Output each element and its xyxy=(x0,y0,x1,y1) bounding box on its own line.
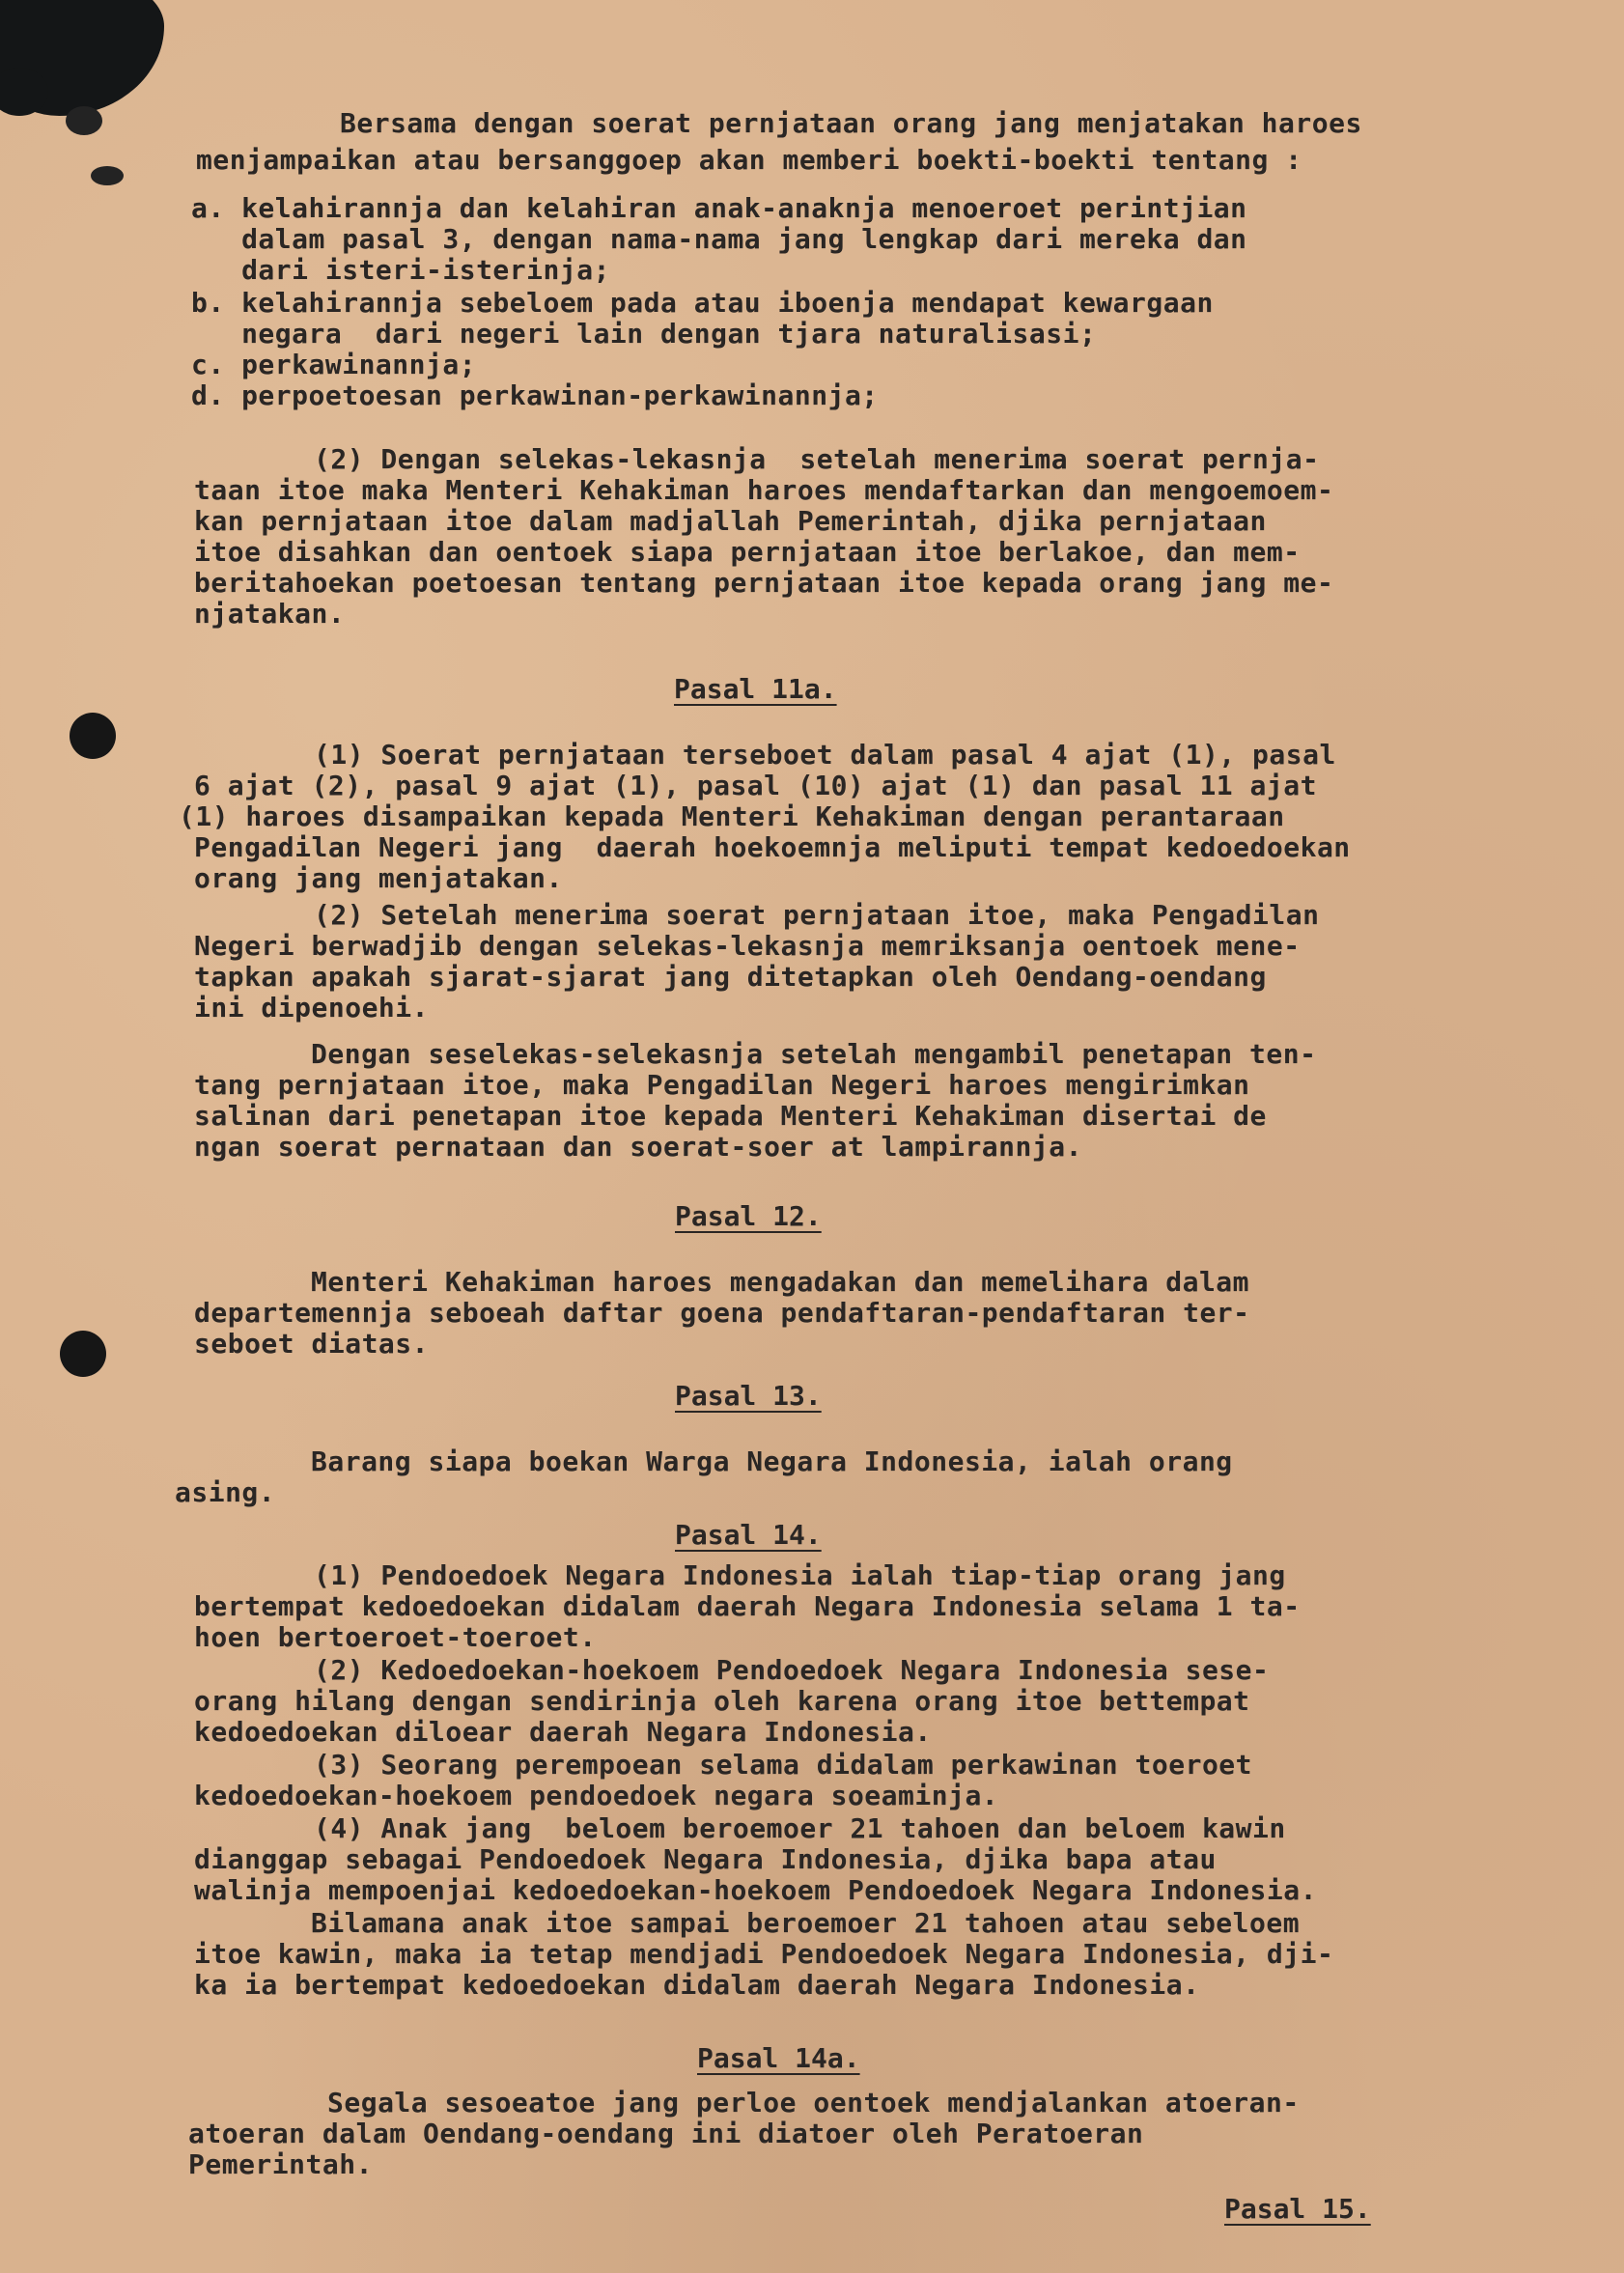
text-line: ka ia bertempat kedoedoekan didalam daerah Negara Indonesia. xyxy=(194,1969,1200,2001)
punch-hole-top xyxy=(70,713,116,759)
text-line: a. kelahirannja dan kelahiran anak-anaknja menoeroet perintjian xyxy=(191,192,1247,224)
text-line: kedoedoekan-hoekoem pendoedoek negara soeaminja. xyxy=(194,1780,999,1811)
text-line: (1) Pendoedoek Negara Indonesia ialah tiap-tiap orang jang xyxy=(314,1559,1286,1591)
text-line: c. perkawinannja; xyxy=(191,349,477,380)
text-line: menjampaikan atau bersanggoep akan memberi boekti-boekti tentang : xyxy=(196,144,1302,176)
text-line: asing. xyxy=(175,1476,276,1508)
text-line: Bilamana anak itoe sampai beroemoer 21 tahoen atau sebeloem xyxy=(311,1907,1301,1939)
section-heading: Pasal 14a. xyxy=(697,2042,860,2074)
text-line: (1) Soerat pernjataan terseboet dalam pasal 4 ajat (1), pasal xyxy=(314,739,1336,771)
ink-speck xyxy=(66,106,102,135)
text-line: dianggap sebagai Pendoedoek Negara Indonesia, djika bapa atau xyxy=(194,1843,1217,1875)
text-line: kan pernjataan itoe dalam madjallah Pemerintah, djika pernjataan xyxy=(194,505,1267,537)
text-line: (1) haroes disampaikan kepada Menteri Kehakiman dengan perantaraan xyxy=(179,800,1285,832)
text-line: atoeran dalam Oendang-oendang ini diatoer oleh Peratoeran xyxy=(188,2118,1144,2149)
text-line: orang hilang dengan sendirinja oleh karena orang itoe bettempat xyxy=(194,1685,1250,1717)
text-line: (2) Dengan selekas-lekasnja setelah menerima soerat pernja- xyxy=(314,443,1320,475)
text-line: Dengan seselekas-selekasnja setelah mengambil penetapan ten- xyxy=(311,1038,1317,1070)
text-line: b. kelahirannja sebeloem pada atau iboenja mendapat kewargaan xyxy=(191,287,1214,319)
text-line: departemennja seboeah daftar goena pendaftaran-pendaftaran ter- xyxy=(194,1297,1250,1329)
text-line: bertempat kedoedoekan didalam daerah Negara Indonesia selama 1 ta- xyxy=(194,1590,1301,1622)
text-line: dalam pasal 3, dengan nama-nama jang lengkap dari mereka dan xyxy=(191,223,1247,255)
text-line: (4) Anak jang beloem beroemoer 21 tahoen dan beloem kawin xyxy=(314,1812,1286,1844)
text-line: seboet diatas. xyxy=(194,1328,430,1360)
text-line: tang pernjataan itoe, maka Pengadilan Negeri haroes mengirimkan xyxy=(194,1069,1250,1101)
text-line: kedoedoekan diloear daerah Negara Indonesia. xyxy=(194,1716,932,1748)
section-heading: Pasal 12. xyxy=(675,1200,822,1232)
text-line: hoen bertoeroet-toeroet. xyxy=(194,1621,597,1653)
text-line: (3) Seorang perempoean selama didalam perkawinan toeroet xyxy=(314,1749,1253,1781)
text-line: Pemerintah. xyxy=(188,2148,373,2180)
text-line: Pengadilan Negeri jang daerah hoekoemnja meliputi tempat kedoedoekan xyxy=(194,831,1351,863)
text-line: negara dari negeri lain dengan tjara naturalisasi; xyxy=(191,318,1097,350)
punch-hole-bottom xyxy=(60,1331,106,1377)
section-heading: Pasal 14. xyxy=(675,1519,822,1551)
section-heading: Pasal 15. xyxy=(1224,2193,1371,2225)
text-line: Barang siapa boekan Warga Negara Indonesia, ialah orang xyxy=(311,1445,1233,1477)
text-line: ngan soerat pernataan dan soerat-soer at lampirannja. xyxy=(194,1131,1082,1163)
text-line: taan itoe maka Menteri Kehakiman haroes mendaftarkan dan mengoemoem- xyxy=(194,474,1334,506)
text-line: (2) Setelah menerima soerat pernjataan itoe, maka Pengadilan xyxy=(314,899,1320,931)
text-line: (2) Kedoedoekan-hoekoem Pendoedoek Negara Indonesia sese- xyxy=(314,1654,1270,1686)
text-line: Negeri berwadjib dengan selekas-lekasnja memriksanja oentoek mene- xyxy=(194,930,1301,962)
text-line: beritahoekan poetoesan tentang pernjataan itoe kepada orang jang me- xyxy=(194,567,1334,599)
text-line: tapkan apakah sjarat-sjarat jang ditetapkan oleh Oendang-oendang xyxy=(194,961,1267,993)
text-line: 6 ajat (2), pasal 9 ajat (1), pasal (10) ajat (1) dan pasal 11 ajat xyxy=(194,770,1317,801)
section-heading: Pasal 11a. xyxy=(674,673,837,705)
text-line: d. perpoetoesan perkawinan-perkawinannja; xyxy=(191,379,879,411)
text-line: ini dipenoehi. xyxy=(194,992,430,1024)
text-line: orang jang menjatakan. xyxy=(194,862,563,894)
text-line: walinja mempoenjai kedoedoekan-hoekoem Pendoedoek Negara Indonesia. xyxy=(194,1874,1317,1906)
text-line: dari isteri-isterinja; xyxy=(191,254,610,286)
text-line: njatakan. xyxy=(194,598,346,630)
ink-speck xyxy=(91,166,124,185)
text-line: itoe kawin, maka ia tetap mendjadi Pendoedoek Negara Indonesia, dji- xyxy=(194,1938,1334,1970)
text-line: Segala sesoeatoe jang perloe oentoek mendjalankan atoeran- xyxy=(327,2087,1300,2119)
text-line: salinan dari penetapan itoe kepada Menteri Kehakiman disertai de xyxy=(194,1100,1267,1132)
text-line: itoe disahkan dan oentoek siapa pernjataan itoe berlakoe, dan mem- xyxy=(194,536,1301,568)
section-heading: Pasal 13. xyxy=(675,1380,822,1412)
text-line: Bersama dengan soerat pernjataan orang jang menjatakan haroes xyxy=(340,107,1362,139)
text-line: Menteri Kehakiman haroes mengadakan dan memelihara dalam xyxy=(311,1266,1250,1298)
